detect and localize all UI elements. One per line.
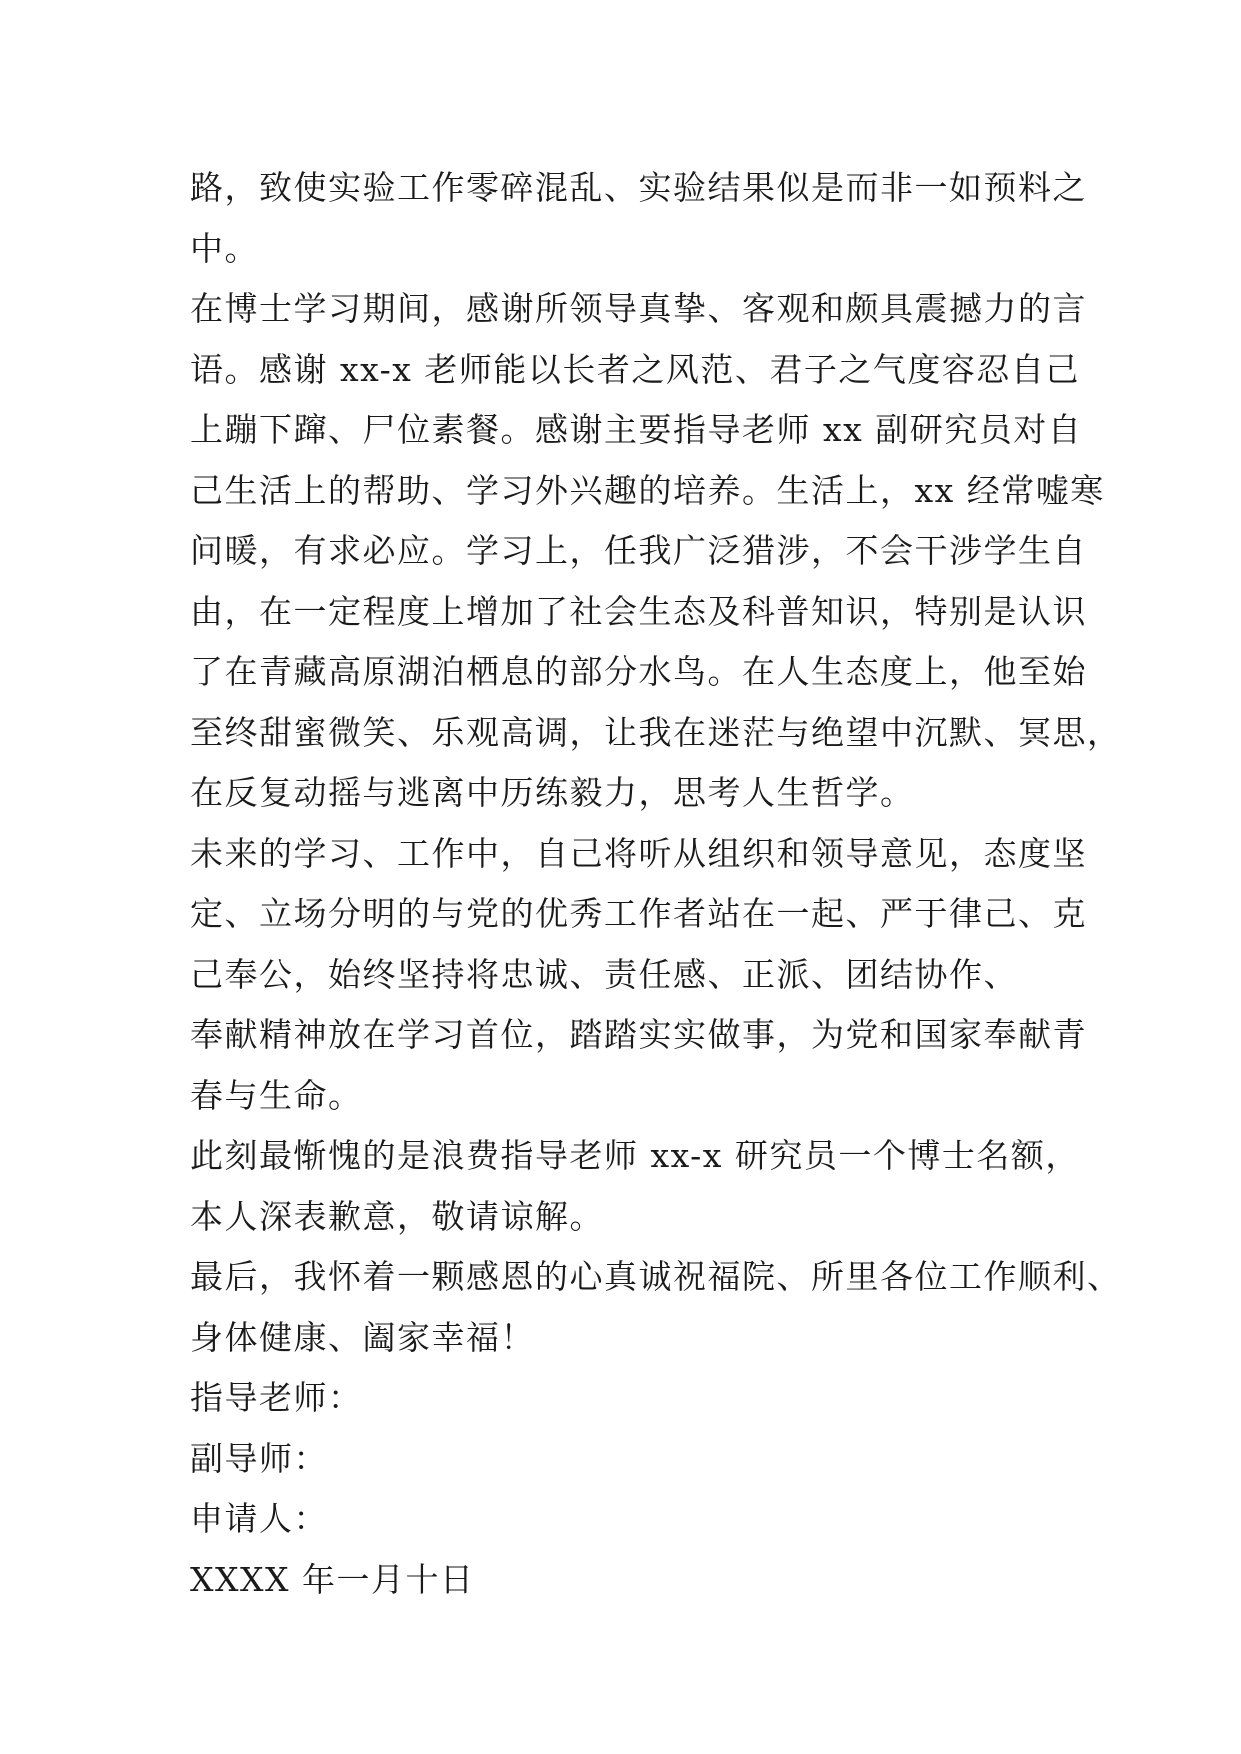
text-line: 身体健康、阖家幸福！ <box>190 1317 535 1357</box>
text-line: 己奉公，始终坚持将忠诚、责任感、正派、团结协作、 <box>190 954 1018 994</box>
text-line: 至终甜蜜微笑、乐观高调，让我在迷茫与绝望中沉默、冥思， <box>190 712 1122 752</box>
text-line: 此刻最惭愧的是浪费指导老师 xx-x 研究员一个博士名额， <box>190 1136 1080 1175</box>
text-line: 己生活上的帮助、学习外兴趣的培养。生活上，xx 经常嘘寒 <box>190 470 1105 510</box>
text-line: 路，致使实验工作零碎混乱、实验结果似是而非一如预料之 <box>190 168 1087 207</box>
text-line: 本人深表歉意，敬请谅解。 <box>190 1196 604 1236</box>
text-line: 春与生命。 <box>190 1075 363 1115</box>
document-date: XXXX 年一月十日 <box>190 1559 475 1599</box>
text-line: 定、立场分明的与党的优秀工作者站在一起、严于律己、克 <box>190 894 1087 933</box>
signature-line-co-advisor: 副导师： <box>190 1438 328 1478</box>
signature-line-advisor: 指导老师： <box>190 1378 363 1417</box>
text-line: 语。感谢 xx-x 老师能以长者之风范、君子之气度容忍自己 <box>190 349 1080 389</box>
text-line: 了在青藏高原湖泊栖息的部分水鸟。在人生态度上，他至始 <box>190 652 1087 691</box>
signature-line-applicant: 申请人： <box>190 1499 328 1538</box>
text-line: 在反复动摇与逃离中历练毅力，思考人生哲学。 <box>190 773 915 812</box>
document-body <box>190 158 1122 1610</box>
text-line: 在博士学习期间，感谢所领导真挚、客观和颇具震撼力的言 <box>190 289 1087 328</box>
text-line: 奉献精神放在学习首位，踏踏实实做事，为党和国家奉献青 <box>190 1015 1087 1054</box>
text-line: 中。 <box>190 228 259 268</box>
text-line: 最后，我怀着一颗感恩的心真诚祝福院、所里各位工作顺利、 <box>190 1257 1122 1296</box>
text-line: 由，在一定程度上增加了社会生态及科普知识，特别是认识 <box>190 591 1087 631</box>
text-line: 问暖，有求必应。学习上，任我广泛猎涉，不会干涉学生自 <box>190 531 1087 570</box>
text-line: 未来的学习、工作中，自己将听从组织和领导意见，态度坚 <box>190 833 1087 873</box>
text-line: 上蹦下蹿、尸位素餐。感谢主要指导老师 xx 副研究员对自 <box>190 410 1083 449</box>
